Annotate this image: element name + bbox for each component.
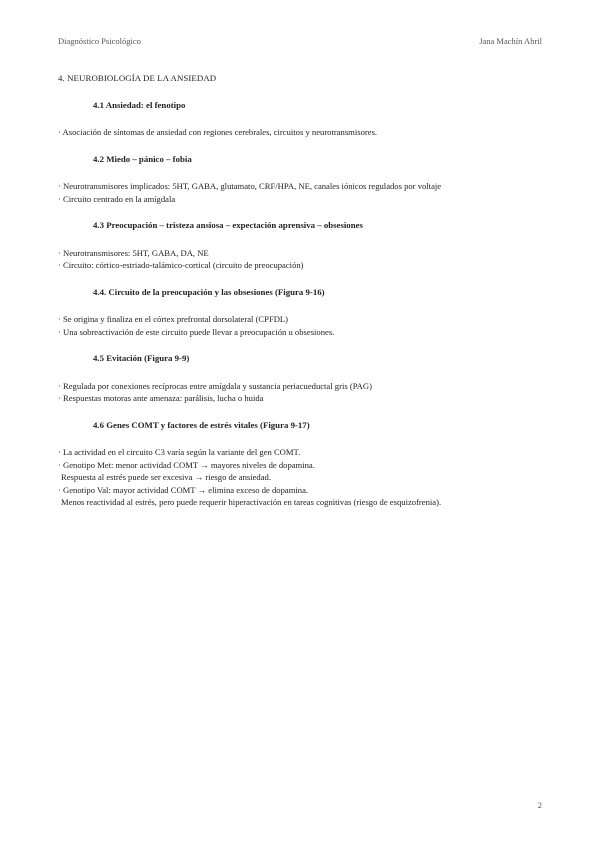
bullet-line: · La actividad en el circuito C3 varía según la variante del gen COMT. (58, 447, 301, 457)
bullet-line: · Una sobreactivación de este circuito puede llevar a preocupación u obsesiones. (58, 326, 335, 337)
section-title: 4.5 Evitación (Figura 9-9) (93, 353, 190, 363)
section-4-5 (58, 352, 548, 405)
header-course-title: Diagnóstico Psicológico (58, 36, 141, 46)
bullet-line: · Neurotransmisores: 5HT, GABA, DA, NE (58, 247, 209, 258)
chapter-title: 4. NEUROBIOLOGÍA DE LA ANSIEDAD (58, 73, 217, 83)
bullet-line: · Circuito centrado en la amígdala (58, 193, 176, 204)
bullet-line: · Regulada por conexiones recíprocas entre amígdala y sustancia periacueductal gris (PAG) (58, 380, 372, 391)
section-title: 4.2 Miedo – pánico – fobia (93, 153, 192, 164)
section-4-1 (58, 99, 548, 139)
continuation-line: Respuesta al estrés puede ser excesiva → riesgo de ansiedad. (61, 472, 271, 482)
page-number: 2 (537, 800, 542, 810)
section-title: 4.4. Circuito de la preocupación y las obsesiones (Figura 9-16) (93, 286, 325, 297)
section-title: 4.3 Preocupación – tristeza ansiosa – expectación aprensiva – obsesiones (93, 220, 363, 230)
header-author: Jana Machín Abril (479, 36, 542, 46)
bullet-line: · Circuito: córtico-estriado-talámico-cortical (circuito de preocupación) (58, 260, 304, 270)
section-4-4 (58, 286, 548, 339)
bullet-line: · Genotipo Val: mayor actividad COMT → elimina exceso de dopamina. (58, 484, 309, 495)
bullet-line: · Neurotransmisores implicados: 5HT, GABA, glutamato, CRF/HPA, NE, canales iónicos regulados por voltaje (58, 181, 442, 191)
section-4-3 (58, 219, 548, 272)
section-title: 4.6 Genes COMT y factores de estrés vitales (Figura 9-17) (93, 419, 310, 430)
bullet-line: · Asociación de síntomas de ansiedad con regiones cerebrales, circuitos y neurotransmisores. (58, 127, 378, 137)
section-4-2 (58, 153, 548, 206)
bullet-line: · Genotipo Met: menor actividad COMT → mayores niveles de dopamina. (58, 459, 315, 470)
running-header (58, 36, 542, 50)
bullet-line: · Respuestas motoras ante amenaza: parálisis, lucha o huida (58, 393, 264, 403)
section-4-6 (58, 419, 548, 509)
document-body (58, 72, 548, 509)
bullet-line: · Se origina y finaliza en el córtex prefrontal dorsolateral (CPFDL) (58, 314, 289, 324)
continuation-line: Menos reactividad al estrés, pero puede requerir hiperactivación en tareas cognitivas (riesgo de esquizofrenia). (61, 497, 442, 507)
section-title: 4.1 Ansiedad: el fenotipo (93, 99, 186, 110)
